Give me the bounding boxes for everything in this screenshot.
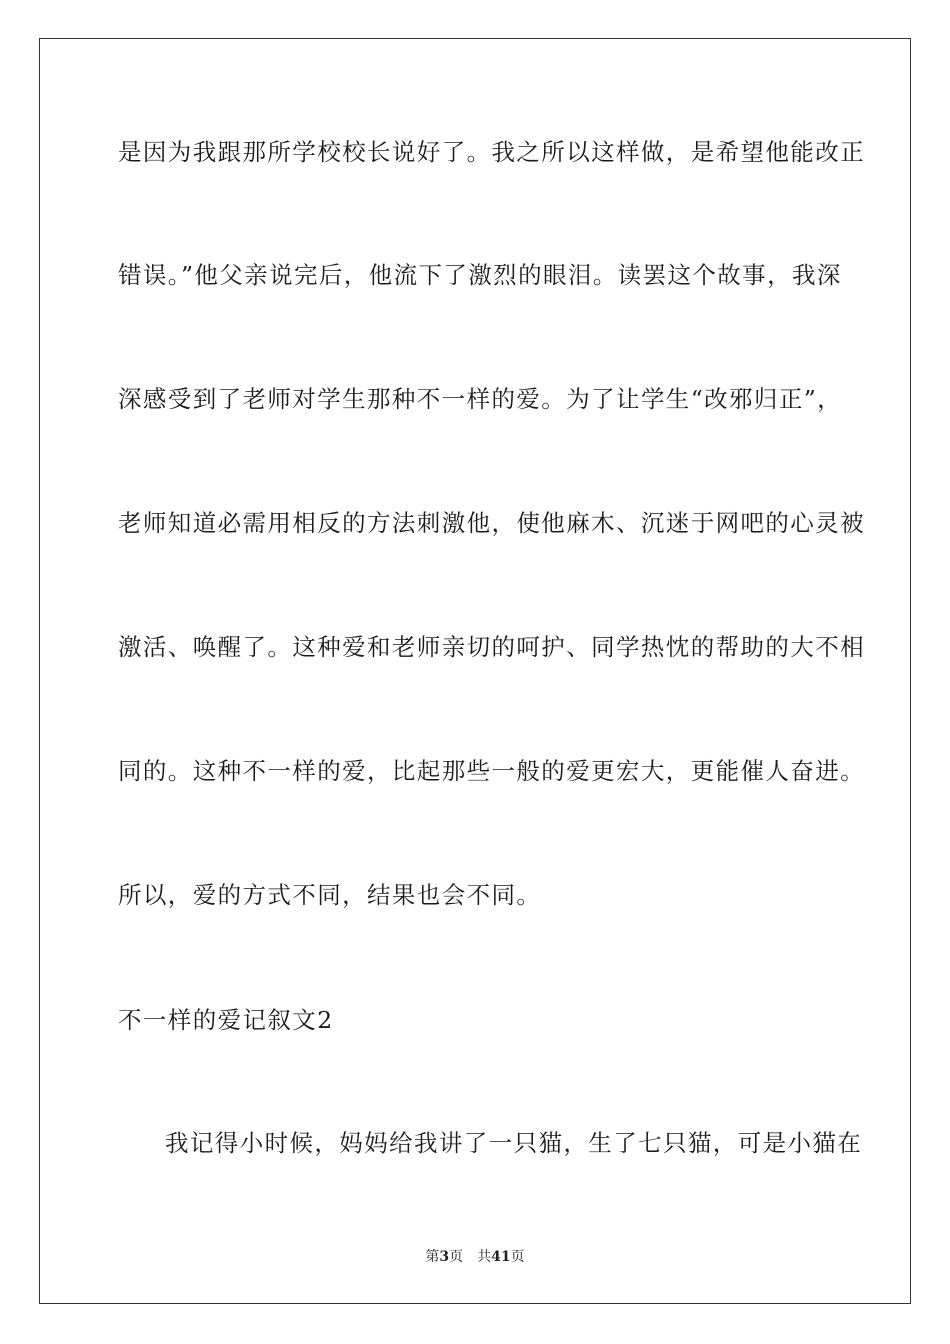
text-line-7: 所以，爱的方式不同，结果也会不同。 (118, 881, 542, 909)
footer-page-number: 3 (439, 1249, 450, 1265)
text-line-3: 深感受到了老师对学生那种不一样的爱。为了让学生“改邪归正”， (118, 385, 843, 413)
page-border (39, 38, 911, 1304)
text-line-6: 同的。这种不一样的爱，比起那些一般的爱更宏大，更能催人奋进。 (118, 757, 865, 785)
text-line-2: 错误。”他父亲说完后，他流下了激烈的眼泪。读罢这个故事，我深 (118, 261, 842, 289)
footer-total-prefix: 共 (477, 1249, 492, 1265)
footer-total-suffix: 页 (510, 1249, 525, 1265)
footer-page-suffix: 页 (449, 1249, 464, 1265)
text-line-5: 激活、唤醒了。这种爱和老师亲切的呵护、同学热忱的帮助的大不相 (118, 633, 865, 661)
footer-total-pages: 41 (491, 1249, 511, 1265)
text-line-4: 老师知道必需用相反的方法刺激他，使他麻木、沉迷于网吧的心灵被 (118, 509, 865, 537)
paragraph-start-line: 我记得小时候，妈妈给我讲了一只猫，生了七只猫，可是小猫在 (165, 1129, 863, 1157)
page-footer (0, 1248, 950, 1266)
footer-page-prefix: 第 (425, 1249, 440, 1265)
section-heading: 不一样的爱记叙文2 (118, 1006, 334, 1034)
text-line-1: 是因为我跟那所学校校长说好了。我之所以这样做，是希望他能改正 (118, 138, 865, 166)
